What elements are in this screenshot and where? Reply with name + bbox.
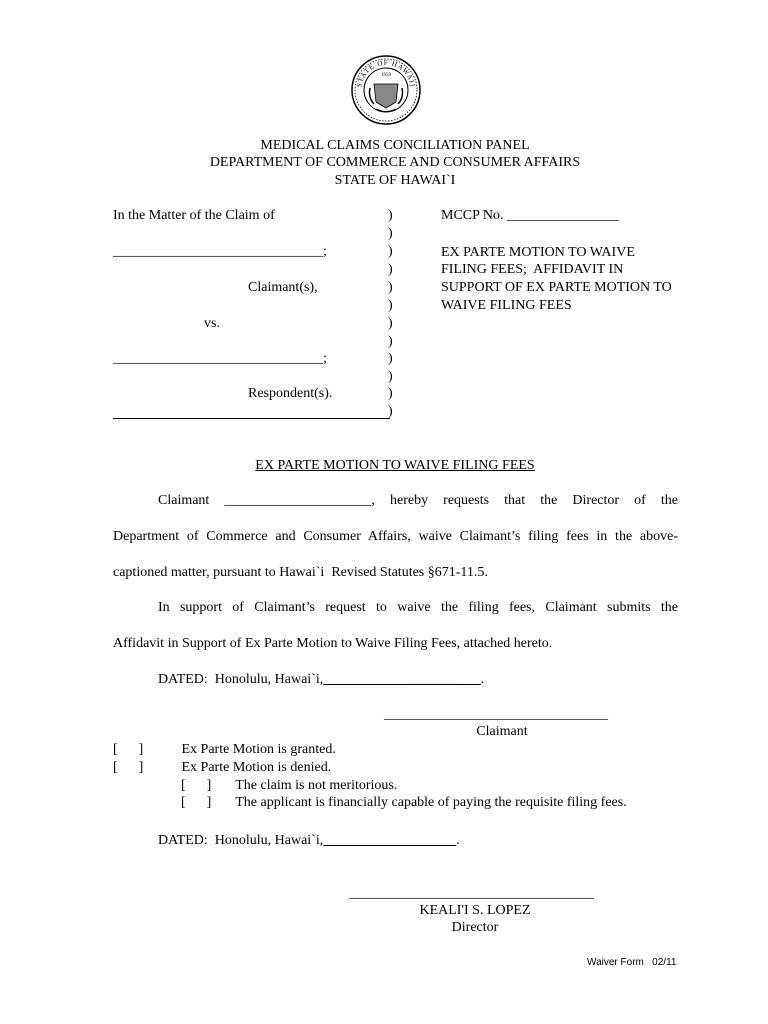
dated-label: DATED: Honolulu, Hawai`i, (158, 833, 324, 848)
dated-line-director (158, 832, 460, 849)
claimant-signature-label: Claimant (476, 724, 528, 739)
date-blank (323, 833, 456, 848)
department-name: DEPARTMENT OF COMMERCE AND CONSUMER AFFAIRS (209, 155, 581, 170)
caption-rule (113, 418, 390, 419)
caption-paren: ) (388, 386, 393, 401)
granted-label: Ex Parte Motion is granted. (181, 742, 336, 757)
caption-paren: ) (388, 334, 393, 349)
state-seal-icon (350, 54, 422, 126)
document-title-line: FILING FEES; AFFIDAVIT IN (441, 262, 624, 277)
caption-paren: ) (388, 262, 393, 277)
caption-paren: ) (388, 208, 393, 223)
not-meritorious-label: The claim is not meritorious. (235, 778, 398, 793)
director-signature-line: ___________________________________ (349, 886, 594, 901)
caption-paren: ) (388, 280, 393, 295)
document-title-line: WAIVE FILING FEES (441, 298, 572, 313)
caption-paren: ) (388, 369, 393, 384)
caption-paren: ) (388, 226, 393, 241)
director-title: Director (451, 920, 499, 935)
claimant-name-blank: ______________________________; (113, 244, 327, 259)
denied-label: Ex Parte Motion is denied. (181, 760, 332, 775)
caption-paren: ) (388, 351, 393, 366)
claimant-signature-line: ________________________________ (384, 707, 608, 722)
panel-name: MEDICAL CLAIMS CONCILIATION PANEL (260, 138, 530, 153)
caption-paren: ) (388, 298, 393, 313)
caption-paren: ) (388, 316, 393, 331)
period: . (480, 672, 485, 687)
seal-text: STATE OF HAWAII (355, 58, 417, 89)
versus-label: vs. (204, 316, 220, 331)
dated-label: DATED: Honolulu, Hawai`i, (158, 672, 324, 687)
support-paragraph-line: In support of Claimant’s request to waive the filing fees, Claimant submits the (158, 600, 678, 615)
date-blank: ________ (323, 672, 481, 687)
motion-paragraph-line: captioned matter, pursuant to Hawai`i Revised Statutes §671-11.5. (113, 565, 488, 580)
mccp-number: MCCP No. ________________ (441, 208, 620, 223)
motion-title: EX PARTE MOTION TO WAIVE FILING FEES (255, 458, 535, 473)
document-title-line: EX PARTE MOTION TO WAIVE (441, 245, 635, 260)
not-meritorious-option (181, 777, 397, 794)
respondent-label: Respondent(s). (248, 386, 333, 401)
motion-paragraph-line: Department of Commerce and Consumer Affairs, waive Claimant’s filing fees in the above- (113, 529, 678, 544)
caption-paren: ) (388, 404, 393, 419)
seal-year: 1959 (381, 73, 391, 78)
dated-line-claimant (158, 671, 484, 688)
financially-capable-checkbox: [ ] (181, 795, 212, 810)
state-name: STATE OF HAWAI`I (334, 173, 456, 188)
granted-checkbox: [ ] (113, 742, 144, 757)
respondent-name-blank: ______________________________; (113, 351, 327, 366)
denied-option (113, 759, 331, 776)
motion-paragraph-line: Claimant _____________________, hereby requests that the Director of the (158, 493, 678, 508)
director-name: KEALI'I S. LOPEZ (419, 903, 531, 918)
caption-paren: ) (388, 244, 393, 259)
period: . (456, 833, 460, 848)
not-meritorious-checkbox: [ ] (181, 778, 212, 793)
form-identifier: Waiver Form 02/11 (587, 957, 677, 968)
support-paragraph-line: Affidavit in Support of Ex Parte Motion to Waive Filing Fees, attached hereto. (113, 636, 553, 651)
claimant-label: Claimant(s), (248, 280, 318, 295)
granted-option (113, 741, 336, 758)
financially-capable-label: The applicant is financially capable of paying the requisite filing fees. (235, 795, 627, 810)
denied-checkbox: [ ] (113, 760, 144, 775)
financially-capable-option (181, 794, 627, 811)
matter-label: In the Matter of the Claim of (113, 208, 275, 223)
document-title-line: SUPPORT OF EX PARTE MOTION TO (441, 280, 672, 295)
